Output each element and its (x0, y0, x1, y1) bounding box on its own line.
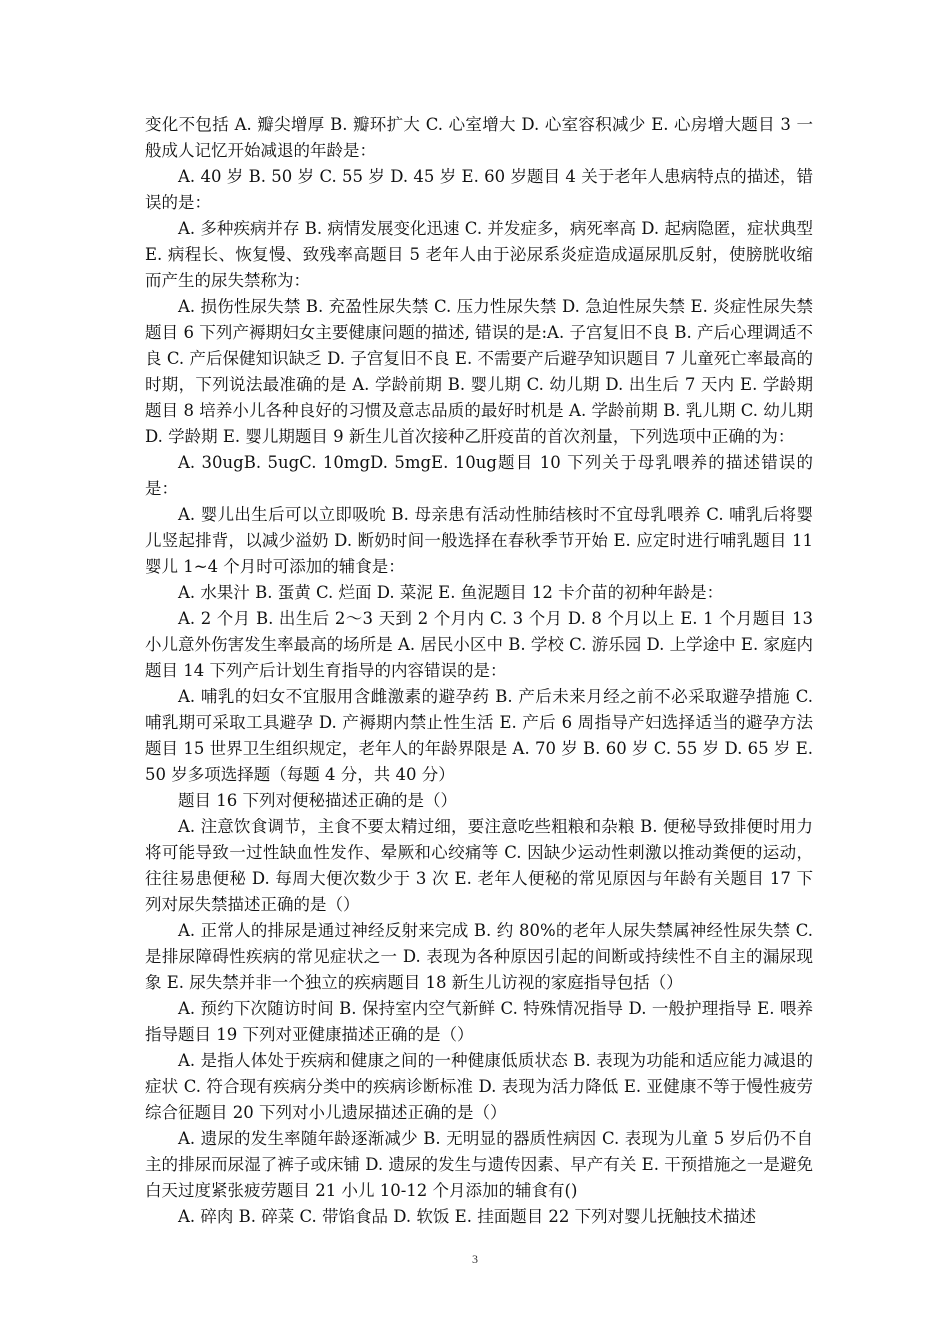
paragraph: A. 遗尿的发生率随年龄逐渐减少 B. 无明显的器质性病因 C. 表现为儿童 5 岁后仍不自主的排尿而尿湿了裤子或床铺 D. 遗尿的发生与遗传因素、早产有关 E. 干预措施之一是避免白天过度紧张疲劳题目 21 小儿 10-12 个月添加的辅食有() (145, 1129, 813, 1200)
paragraph: A. 30ugB. 5ugC. 10mgD. 5mgE. 10ug题目 10 下列关于母乳喂养的描述错误的是： (145, 453, 813, 498)
paragraph: A. 哺乳的妇女不宜服用含雌激素的避孕药 B. 产后未来月经之前不必采取避孕措施 C. 哺乳期可采取工具避孕 D. 产褥期内禁止性生活 E. 产后 6 周指导产妇选择适当的避孕方法题目 15 世界卫生组织规定，老年人的年龄界限是 A. 70 岁 B. 60 岁 C. 55 岁 D. 65 岁 E. 50 岁多项选择题（每题 4 分，共 40 分） (145, 687, 813, 784)
paragraph: 变化不包括 A. 瓣尖增厚 B. 瓣环扩大 C. 心室增大 D. 心室容积减少 E. 心房增大题目 3 一般成人记忆开始减退的年龄是： (145, 115, 813, 160)
paragraph: A. 损伤性尿失禁 B. 充盈性尿失禁 C. 压力性尿失禁 D. 急迫性尿失禁 E. 炎症性尿失禁题目 6 下列产褥期妇女主要健康问题的描述, 错误的是:A. 子宫复旧不良 B. 产后心理调适不良 C. 产后保健知识缺乏 D. 子宫复旧不良 E. 不需要产后避孕知识题目 7 儿童死亡率最高的时期，下列说法最准确的是 A. 学龄前期 B. 婴儿期 C. 幼儿期 D. 出生后 7 天内 E. 学龄期题目 8 培养小儿各种良好的习惯及意志品质的最好时机是 A. 学龄前期 B. 乳儿期 C. 幼儿期 D. 学龄期 E. 婴儿期题目 9 新生儿首次接种乙肝疫苗的首次剂量，下列选项中正确的为： (145, 297, 813, 446)
paragraph: A. 水果汁 B. 蛋黄 C. 烂面 D. 菜泥 E. 鱼泥题目 12 卡介苗的初种年龄是： (178, 583, 724, 602)
paragraph: A. 多种疾病并存 B. 病情发展变化迅速 C. 并发症多，病死率高 D. 起病隐匿，症状典型 E. 病程长、恢复慢、致残率高题目 5 老年人由于泌尿系炎症造成逼尿肌反射，使膀胱收缩而产生的尿失禁称为： (145, 219, 813, 290)
paragraph: A. 预约下次随访时间 B. 保持室内空气新鲜 C. 特殊情况指导 D. 一般护理指导 E. 喂养指导题目 19 下列对亚健康描述正确的是（） (145, 999, 813, 1044)
paragraph: A. 注意饮食调节，主食不要太精过细，要注意吃些粗粮和杂粮 B. 便秘导致排便时用力将可能导致一过性缺血性发作、晕厥和心绞痛等 C. 因缺少运动性刺激以推动粪便的运动，往往易患便秘 D. 每周大便次数少于 3 次 E. 老年人便秘的常见原因与年龄有关题目 17 下列对尿失禁描述正确的是（） (145, 817, 813, 914)
paragraph: A. 正常人的排尿是通过神经反射来完成 B. 约 80%的老年人尿失禁属神经性尿失禁 C. 是排尿障碍性疾病的常见症状之一 D. 表现为各种原因引起的间断或持续性不自主的漏尿现象 E. 尿失禁并非一个独立的疾病题目 18 新生儿访视的家庭指导包括（） (145, 921, 813, 992)
paragraph: A. 是指人体处于疾病和健康之间的一种健康低质状态 B. 表现为功能和适应能力减退的症状 C. 符合现有疾病分类中的疾病诊断标准 D. 表现为活力降低 E. 亚健康不等于慢性疲劳综合征题目 20 下列对小儿遗尿描述正确的是（） (145, 1051, 813, 1122)
paragraph: A. 2 个月 B. 出生后 2～3 天到 2 个月内 C. 3 个月 D. 8 个月以上 E. 1 个月题目 13 小儿意外伤害发生率最高的场所是 A. 居民小区中 B. 学校 C. 游乐园 D. 上学途中 E. 家庭内题目 14 下列产后计划生育指导的内容错误的是： (145, 609, 813, 680)
paragraph: A. 40 岁 B. 50 岁 C. 55 岁 D. 45 岁 E. 60 岁题目 4 关于老年人患病特点的描述，错误的是： (145, 167, 813, 212)
paragraph: A. 碎肉 B. 碎菜 C. 带馅食品 D. 软饭 E. 挂面题目 22 下列对婴儿抚触技术描述 (178, 1207, 757, 1226)
paragraph: 题目 16 下列对便秘描述正确的是（） (178, 791, 457, 810)
paragraph: A. 婴儿出生后可以立即吸吮 B. 母亲患有活动性肺结核时不宜母乳喂养 C. 哺乳后将婴儿竖起排背，以减少溢奶 D. 断奶时间一般选择在春秋季节开始 E. 应定时进行哺乳题目 11 婴儿 1~4 个月时可添加的辅食是： (145, 505, 813, 576)
page-number: 3 (472, 1252, 478, 1266)
document-body (145, 112, 813, 1230)
